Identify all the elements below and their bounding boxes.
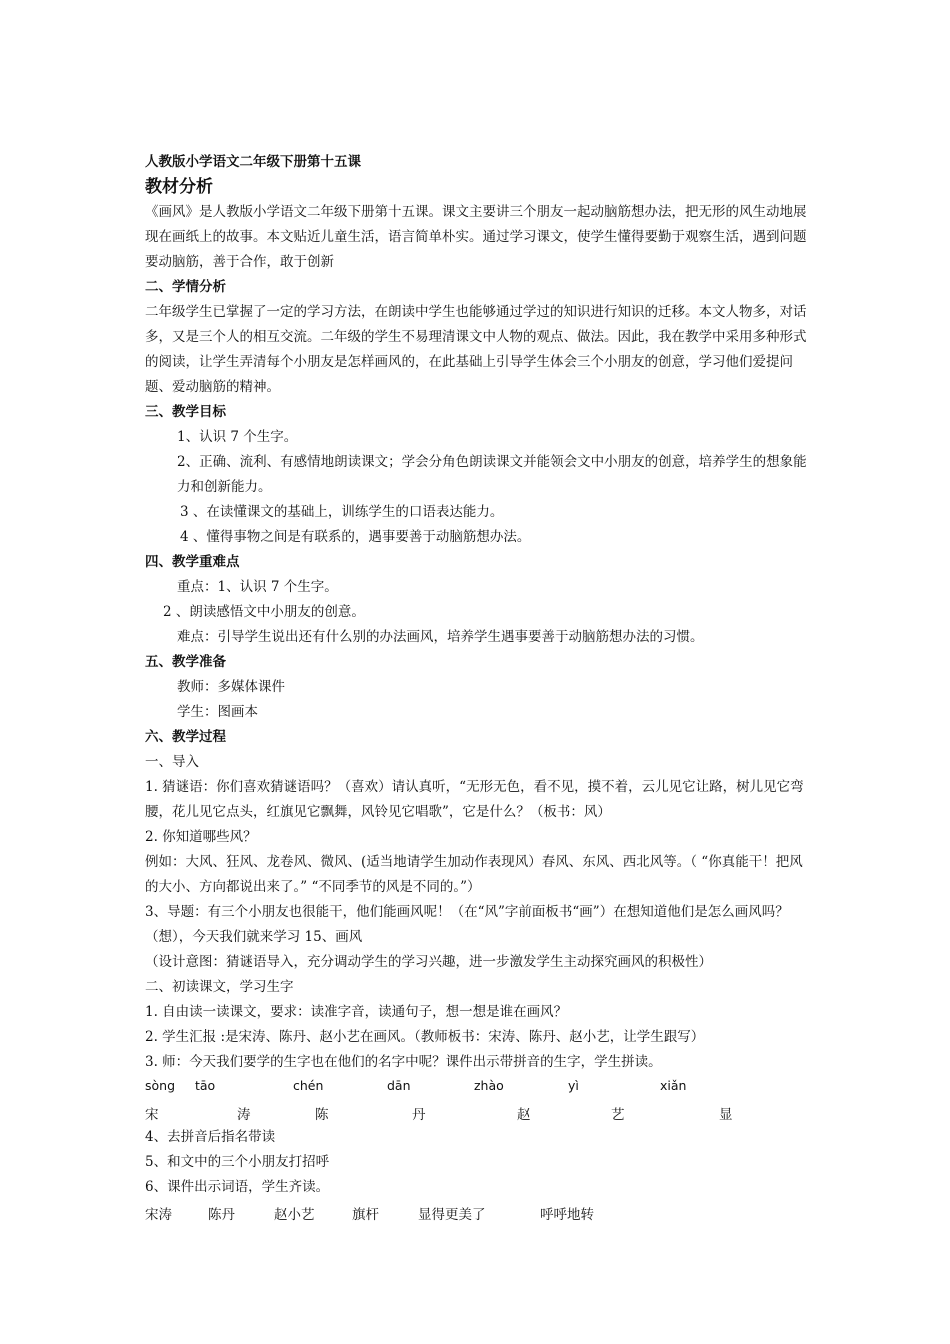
character-row: [145, 1100, 815, 1125]
process-examples: 例如：大风、狂风、龙卷风、微风、(适当地请学生加动作表现风）春风、东风、西北风等。（ “你真能干！把风的大小、方向都说出来了。” “不同季节的风是不同的。”）: [145, 854, 803, 895]
keypoint-2: 2 、朗读感悟文中小朋友的创意。: [163, 604, 365, 620]
materials-paragraph: 《画风》是人教版小学语文二年级下册第十五课。课文主要讲三个朋友一起动脑筋想办法，把无形的风生动地展现在画纸上的故事。本文贴近儿童生活，语言简单朴实。通过学习课文，使学生懂得要勤于观察生活，遇到问题要动脑筋，善于合作，敢于创新: [145, 204, 807, 270]
vocabulary-word: 赵小艺: [274, 1207, 315, 1223]
goal-item: 1、认识 7 个生字。: [177, 429, 298, 445]
process-design-intent: （设计意图：猜谜语导入，充分调动学生的学习兴趣，进一步激发学生主动探究画风的积极性）: [145, 954, 712, 970]
process-part-2: 二、初读课文，学习生字: [145, 979, 294, 995]
pinyin-row: [145, 1075, 815, 1100]
step-3: 3. 师：今天我们要学的生字也在他们的名字中呢？课件出示带拼音的生字，学生拼读。: [145, 1054, 662, 1070]
difficulty: 难点：引导学生说出还有什么别的办法画风，培养学生遇事要善于动脑筋想办法的习惯。: [177, 629, 704, 645]
goal-item: 2、正确、流利、有感情地朗读课文；学会分角色朗读课文并能领会文中小朋友的创意，培养学生的想象能力和创新能力。: [177, 454, 807, 495]
process-riddle: 1. 猜谜语：你们喜欢猜谜语吗？（喜欢）请认真听，“无形无色，看不见，摸不着，云儿见它让路，树儿见它弯腰，花儿见它点头，红旗见它飘舞，风铃见它唱歌”，它是什么？（板书：风）: [145, 779, 804, 820]
step-4: 4、去拼音后指名带读: [145, 1129, 276, 1145]
step-5: 5、和文中的三个小朋友打招呼: [145, 1154, 330, 1170]
pinyin: xiǎn: [660, 1078, 687, 1093]
section-heading-goals: 三、教学目标: [145, 404, 226, 420]
vocabulary-word: 宋涛: [145, 1207, 172, 1223]
document-title: 人教版小学语文二年级下册第十五课: [145, 154, 361, 170]
pinyin: sòng: [145, 1078, 176, 1093]
vocabulary-word: 旗杆: [352, 1207, 379, 1223]
step-1: 1. 自由读一读课文，要求：读准字音，读通句子，想一想是谁在画风？: [145, 1004, 568, 1020]
process-part-1: 一、导入: [145, 754, 199, 770]
section-heading-keypoints: 四、教学重难点: [145, 554, 240, 570]
step-2: 2. 学生汇报 :是宋涛、陈丹、赵小艺在画风。（教师板书：宋涛、陈丹、赵小艺，让学生跟写）: [145, 1029, 705, 1045]
students-paragraph: 二年级学生已掌握了一定的学习方法，在朗读中学生也能够通过学过的知识进行知识的迁移。本文人物多，对话多，又是三个人的相互交流。二年级的学生不易理清课文中人物的观点、做法。因此，我在教学中采用多种形式的阅读，让学生弄清每个小朋友是怎样画风的，在此基础上引导学生体会三个小朋友的创意，学习他们爱提问题、爱动脑筋的精神。: [145, 304, 807, 395]
document-page: [145, 150, 815, 1225]
character: 陈: [315, 1107, 329, 1123]
step-6: 6、课件出示词语，学生齐读。: [145, 1179, 330, 1195]
goal-item: 4 、懂得事物之间是有联系的，遇事要善于动脑筋想办法。: [180, 529, 531, 545]
prep-teacher: 教师：多媒体课件: [177, 679, 285, 695]
character: 艺: [611, 1107, 625, 1123]
character: 丹: [412, 1107, 426, 1123]
character: 赵: [517, 1107, 531, 1123]
section-heading-process: 六、教学过程: [145, 729, 226, 745]
vocabulary-word: 呼呼地转: [540, 1207, 594, 1223]
goal-item: 3 、在读懂课文的基础上，训练学生的口语表达能力。: [180, 504, 504, 520]
process-question: 2. 你知道哪些风？: [145, 829, 257, 845]
pinyin: zhào: [474, 1078, 504, 1093]
character: 宋: [145, 1107, 159, 1123]
prep-student: 学生：图画本: [177, 704, 258, 720]
pinyin: yì: [568, 1078, 579, 1093]
section-heading-preparation: 五、教学准备: [145, 654, 226, 670]
character: 显: [719, 1107, 733, 1123]
section-heading-students: 二、学情分析: [145, 279, 226, 295]
pinyin: tāo: [195, 1078, 216, 1093]
process-topic: 3、导题：有三个小朋友也很能干，他们能画风呢！（在“风”字前面板书“画”）在想知道他们是怎么画风吗？（想），今天我们就来学习 15、画风: [145, 904, 789, 945]
character: 涛: [237, 1107, 251, 1123]
vocabulary-word: 陈丹: [208, 1207, 235, 1223]
vocabulary-word: 显得更美了: [418, 1207, 486, 1223]
pinyin: chén: [293, 1078, 324, 1093]
keypoint-1: 重点：1、认识 7 个生字。: [177, 579, 338, 595]
word-row: [145, 1200, 815, 1225]
section-heading-materials: 教材分析: [145, 177, 213, 197]
pinyin: dān: [387, 1078, 411, 1093]
